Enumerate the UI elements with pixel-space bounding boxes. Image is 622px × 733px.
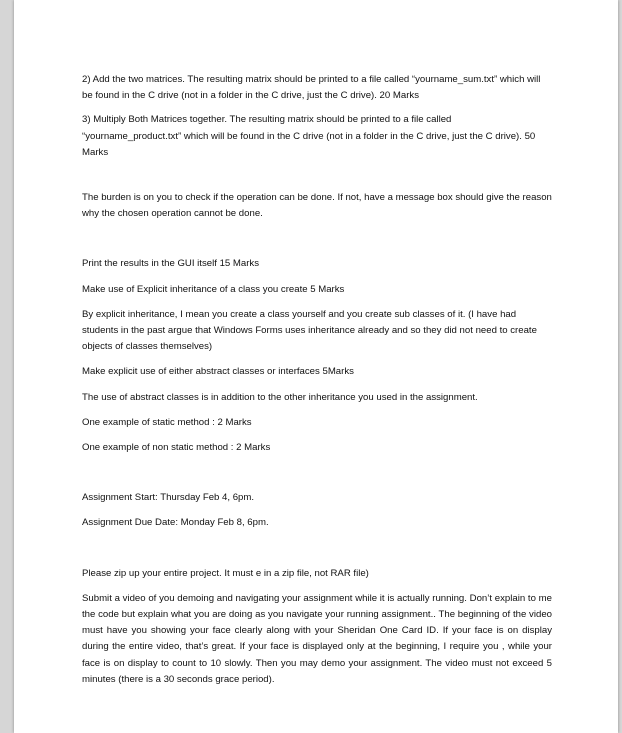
paragraph-abstract-interfaces: Make explicit use of either abstract classes or interfaces 5Marks — [82, 366, 354, 378]
paragraph-assignment-due: Assignment Due Date: Monday Feb 8, 6pm. — [82, 517, 269, 529]
paragraph-inheritance-explanation: By explicit inheritance, I mean you create a class yourself and you create sub classes of it. (I have had students in the past argue that Windows Forms uses inheritance already and so they did not need to create objects of classes themselves) — [82, 308, 537, 353]
paragraph-explicit-inheritance: Make use of Explicit inheritance of a class you create 5 Marks — [82, 283, 345, 295]
paragraph-non-static-method: One example of non static method : 2 Marks — [82, 442, 271, 454]
paragraph-zip-instructions: Please zip up your entire project. It must e in a zip file, not RAR file) — [82, 567, 369, 579]
paragraph-burden: The burden is on you to check if the operation can be done. If not, have a message box should give the reason why the chosen operation cannot be done. — [82, 192, 552, 220]
document-page — [14, 0, 618, 733]
paragraph-video-instructions: Submit a video of you demoing and navigating your assignment while it is actually running. Don’t explain to me the code but explain what you are doing as you navigate your running assignment.. The beginning of the video must have you showing your face clearly along with your Sheridan One Card ID. If your face is on display during the entire video, that’s great. If your face is displayed only at the beginning, I require you , while your face is on display to count to 10 slowly. Then you may demo your assignment. The video must not exceed 5 minutes (there is a 30 seconds grace period). — [82, 592, 552, 685]
paragraph-print-results: Print the results in the GUI itself 15 Marks — [82, 258, 260, 270]
paragraph-multiply-matrices: 3) Multiply Both Matrices together. The resulting matrix should be printed to a file called “yourname_product.txt” which will be found in the C drive (not in a folder in the C drive, just the C drive). 50 Marks — [82, 114, 536, 158]
paragraph-static-method: One example of static method : 2 Marks — [82, 416, 252, 428]
paragraph-abstract-note: The use of abstract classes is in addition to the other inheritance you used in the assignment. — [82, 391, 478, 403]
page-content — [82, 72, 552, 688]
paragraph-add-matrices: 2) Add the two matrices. The resulting matrix should be printed to a file called “yourname_sum.txt” which will be found in the C drive (not in a folder in the C drive, just the C drive). 20 Marks — [82, 74, 541, 102]
paragraph-assignment-start: Assignment Start: Thursday Feb 4, 6pm. — [82, 492, 255, 504]
